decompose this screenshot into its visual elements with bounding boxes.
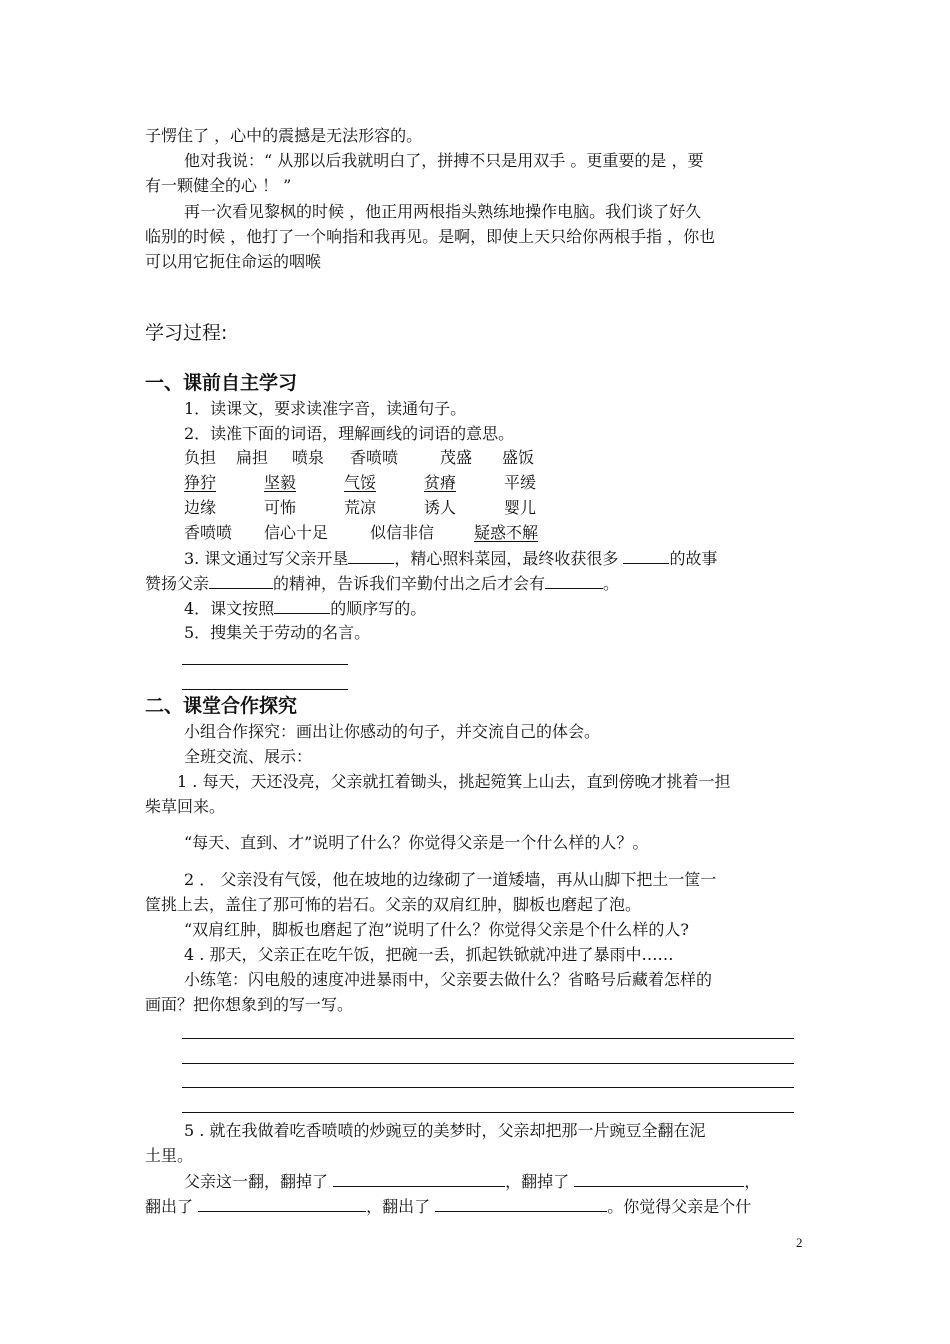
sentence-1-question: “每天、直到、才”说明了什么？你觉得父亲是一个什么样的人？。	[184, 833, 649, 852]
answer-line[interactable]	[182, 664, 348, 665]
writing-line[interactable]	[182, 1063, 794, 1064]
section1-heading: 一、课前自主学习	[145, 372, 298, 394]
underlined-word: 狰狞	[184, 473, 217, 492]
question-1: 1．读课文，要求读准字音，读通句子。	[184, 399, 467, 418]
word: 茂盛	[440, 448, 473, 467]
question-4: 4．课文按照 的顺序写的。	[184, 599, 427, 618]
page-number: 2	[796, 1235, 803, 1250]
word: 荒凉	[344, 498, 377, 517]
word: 负担	[184, 448, 217, 467]
sentence-2: 2 ． 父亲没有气馁，他在坡地的边缘砌了一道矮墙，再从山脚下把土一筐一	[184, 870, 717, 889]
fill-line-2: 翻出了 ，翻出了 。你觉得父亲是个什	[145, 1197, 752, 1216]
question-5: 5．搜集关于劳动的名言。	[184, 623, 371, 642]
word: 似信非信	[370, 523, 435, 542]
question-2: 2．读准下面的词语，理解画线的词语的意思。	[184, 424, 515, 443]
sentence-1-cont: 柴草回来。	[145, 797, 226, 816]
sentence-5: 5 . 就在我做着吃香喷喷的炒豌豆的美梦时，父亲却把那一片豌豆全翻在泥	[184, 1121, 706, 1140]
fill-line-1: 父亲这一翻，翻掉了 ，翻掉了 ，	[184, 1172, 761, 1191]
writing-line[interactable]	[182, 1112, 794, 1113]
underlined-word: 气馁	[344, 473, 377, 492]
paragraph-line: 他对我说：“ 从那以后我就明白了，拼搏不只是用双手 。更重要的是 ，要	[184, 151, 704, 170]
fill-blank[interactable]	[574, 1170, 744, 1187]
word: 香喷喷	[184, 523, 233, 542]
sentence-2-question: “双肩红肿，脚板也磨起了泡”说明了什么？你觉得父亲是个什么样的人?	[184, 920, 689, 939]
word-row-1	[184, 447, 534, 469]
paragraph-line: 子愣住了 ，心中的震撼是无法形容的。	[145, 126, 423, 145]
sentence-1: 1 . 每天，天还没亮，父亲就扛着锄头，挑起箢箕上山去，直到傍晚才挑着一担	[177, 772, 731, 791]
sentence-5-cont: 土里。	[145, 1146, 194, 1165]
fill-blank[interactable]	[209, 572, 273, 589]
practice-prompt-cont: 画面？把你想象到的写一写。	[145, 995, 354, 1014]
fill-blank[interactable]	[435, 1195, 607, 1212]
underlined-word: 坚毅	[264, 473, 297, 492]
answer-line[interactable]	[182, 689, 348, 690]
word: 边缘	[184, 498, 217, 517]
section2-heading: 二、课堂合作探究	[145, 695, 298, 717]
underlined-word: 贫瘠	[424, 473, 457, 492]
question-3: 3. 课文通过写父亲开垦 ，精心照料菜园，最终收获很多 的故事	[184, 549, 718, 568]
writing-line[interactable]	[182, 1087, 794, 1088]
word-row-2	[184, 472, 536, 494]
intro-line: 小组合作探究：画出让你感动的句子，并交流自己的体会。	[184, 722, 601, 741]
word: 信心十足	[264, 523, 329, 542]
word: 喷泉	[292, 448, 325, 467]
practice-prompt: 小练笔：闪电般的速度冲进暴雨中，父亲要去做什么？省略号后藏着怎样的	[184, 970, 713, 989]
fill-blank[interactable]	[348, 547, 394, 564]
intro-line: 全班交流、展示：	[184, 747, 313, 766]
fill-blank[interactable]	[274, 597, 330, 614]
question-3-cont: 赞扬父亲 的精神，告诉我们辛勤付出之后才会有 。	[145, 574, 620, 593]
sentence-2-cont: 筐挑上去，盖住了那可怖的岩石。父亲的双肩红肿，脚板也磨起了泡。	[145, 895, 642, 914]
paragraph-line: 临别的时候 ，他打了一个响指和我再见。是啊，即使上天只给你两根手指 ，你也	[145, 227, 716, 246]
fill-blank[interactable]	[198, 1195, 366, 1212]
word: 香喷喷	[350, 448, 399, 467]
fill-blank[interactable]	[623, 547, 669, 564]
sentence-4: 4 . 那天，父亲正在吃午饭，把碗一丢，抓起铁锨就冲进了暴雨中……	[184, 945, 674, 964]
word-row-3	[184, 497, 536, 519]
word: 扁担	[236, 448, 269, 467]
word: 婴儿	[504, 498, 537, 517]
word: 盛饭	[502, 448, 535, 467]
process-heading: 学习过程:	[145, 322, 228, 344]
underlined-word: 疑惑不解	[474, 523, 539, 542]
writing-line[interactable]	[182, 1038, 794, 1039]
fill-blank[interactable]	[333, 1170, 505, 1187]
fill-blank[interactable]	[545, 572, 603, 589]
word: 可怖	[264, 498, 297, 517]
word: 诱人	[424, 498, 457, 517]
word: 平缓	[504, 473, 537, 492]
word-row-4	[184, 522, 538, 544]
paragraph-line: 有一颗健全的心 ！ ”	[145, 176, 292, 195]
paragraph-line: 再一次看见黎枫的时候 ，他正用两根指头熟练地操作电脑。我们谈了好久	[184, 202, 702, 221]
paragraph-line: 可以用它扼住命运的咽喉	[145, 252, 322, 271]
